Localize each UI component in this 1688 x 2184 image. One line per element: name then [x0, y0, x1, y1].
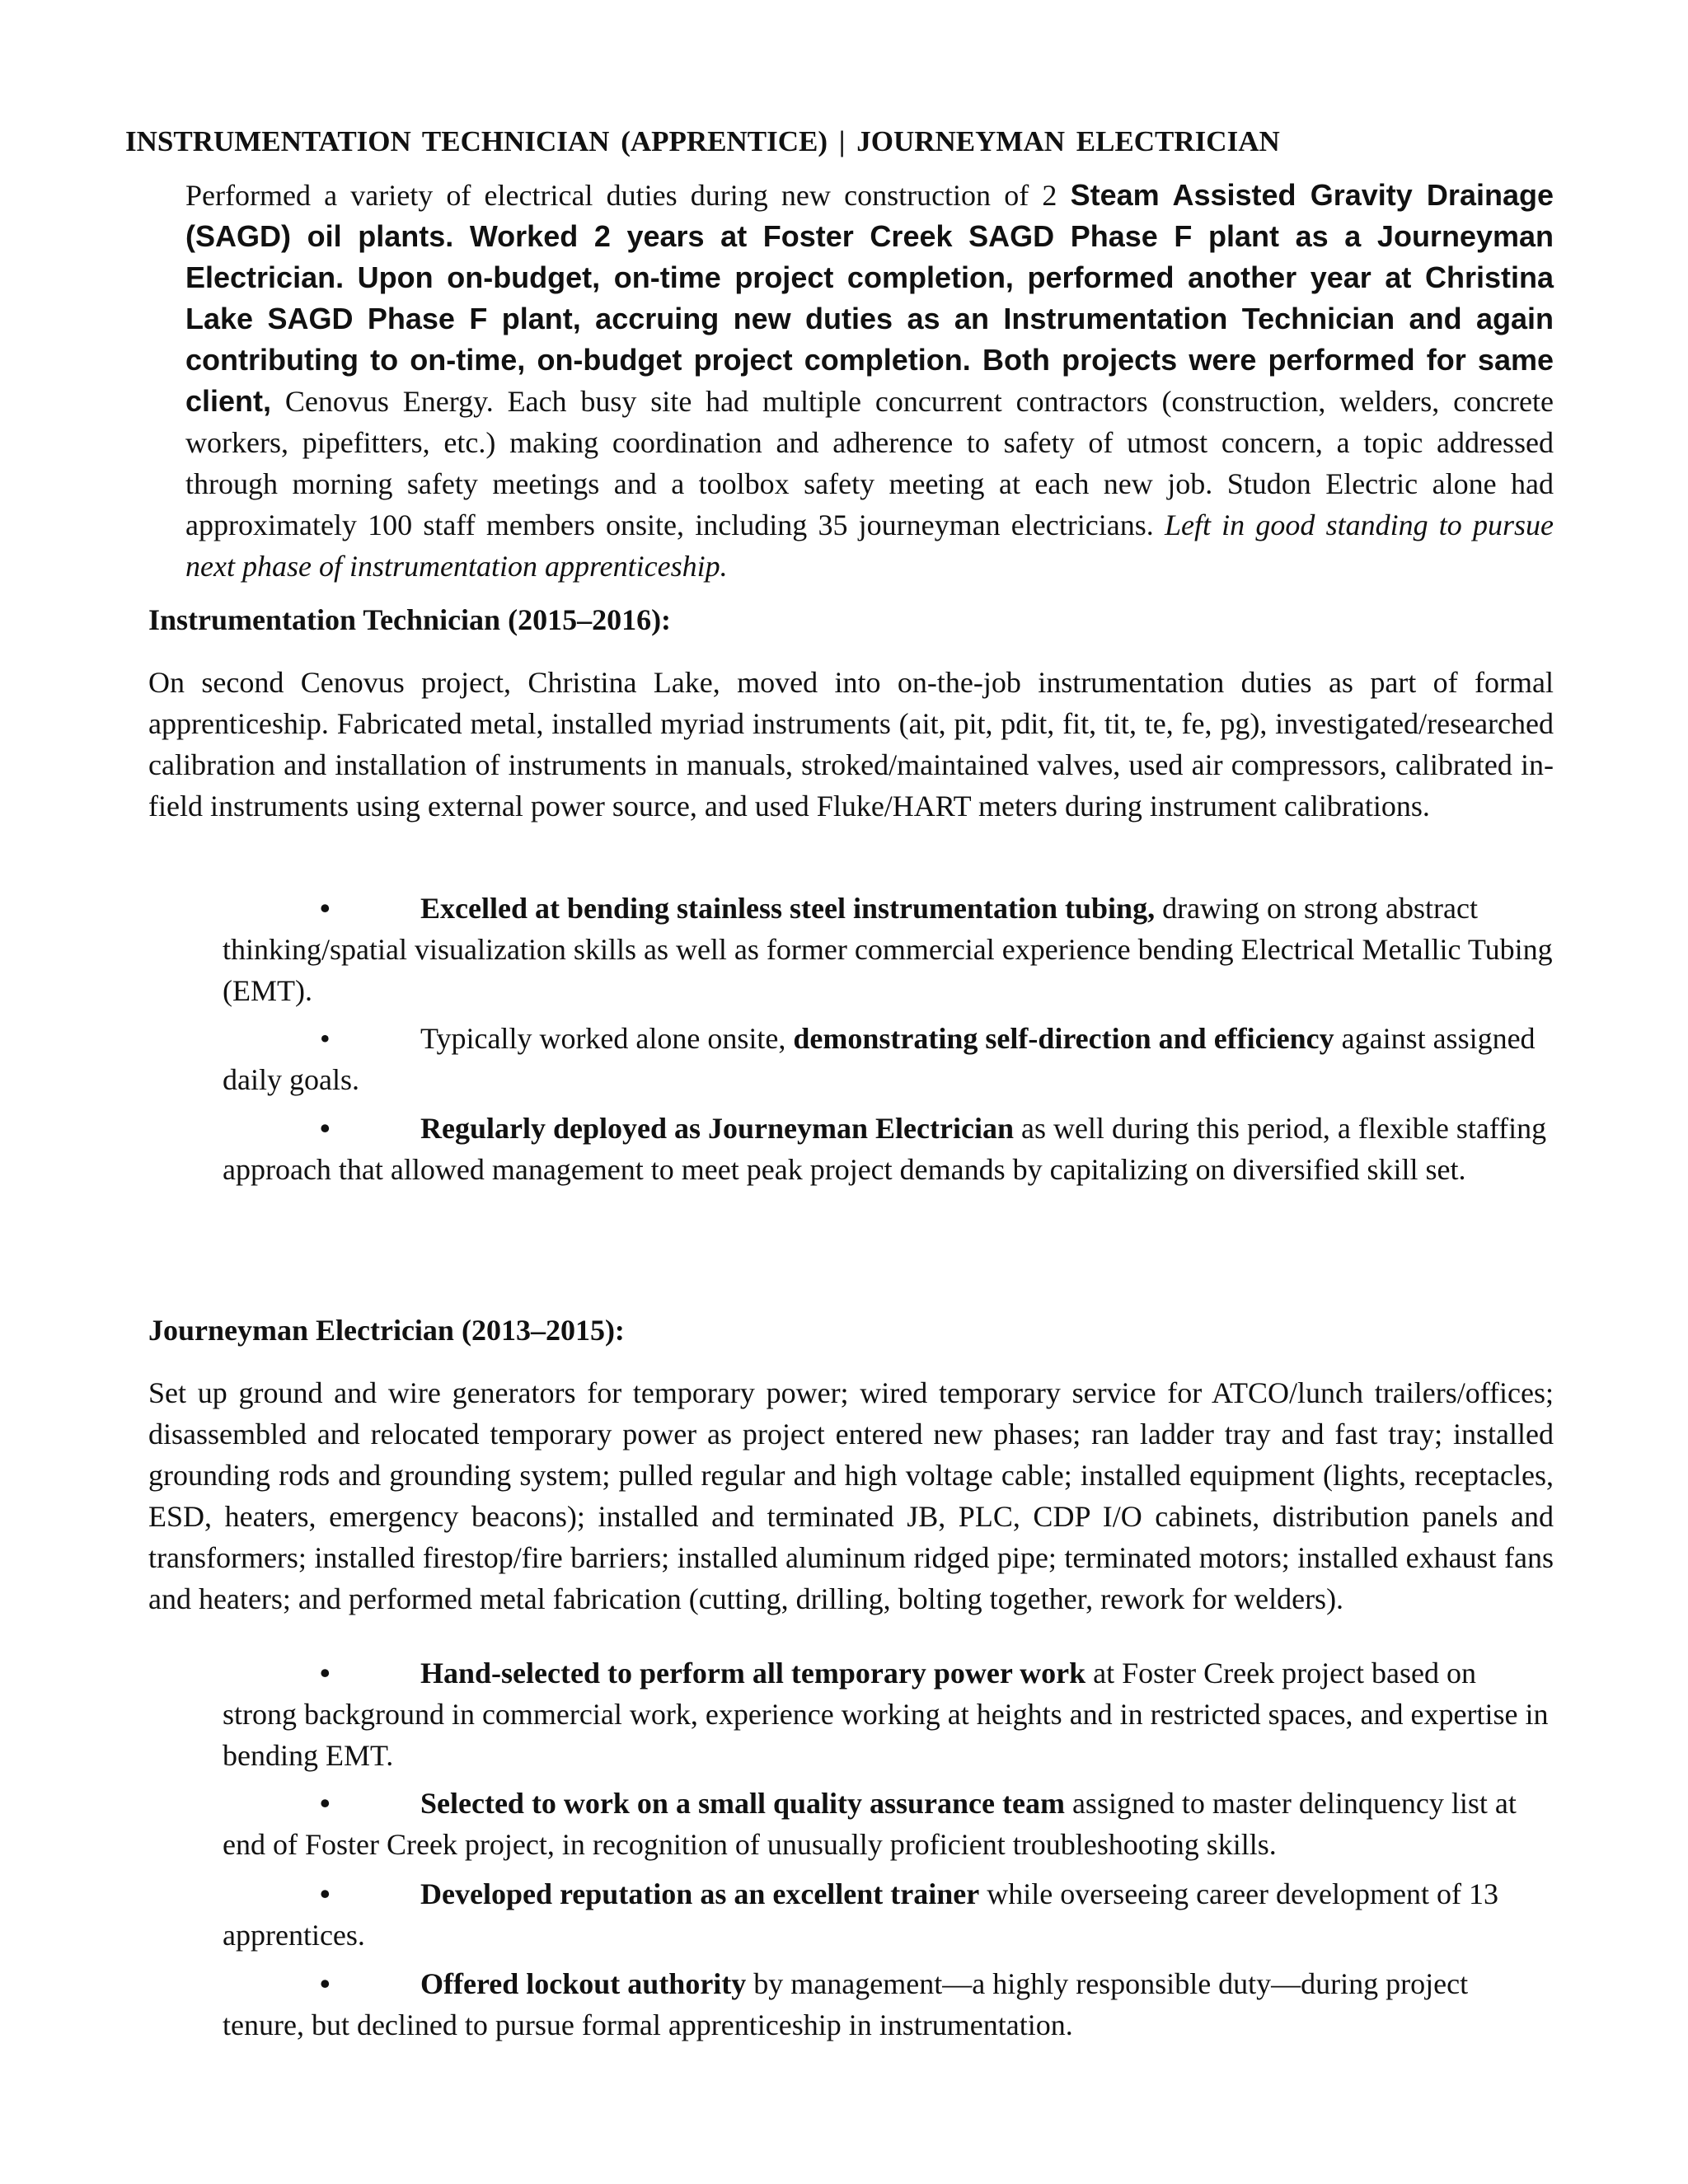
bullet-text: at Foster Creek project based on strong background in commercial work, experience working at heights and in restricted spaces, and expertise in bending EMT. [223, 1657, 1549, 1772]
instrumentation-bullet-3 [223, 1108, 1554, 1190]
summary-intro: Performed a variety of electrical duties during new construction of 2 [185, 179, 1071, 212]
bullet-marker: • [320, 1657, 331, 1690]
bullet-pre: Typically worked alone onsite, [420, 1022, 794, 1055]
bullet-marker: • [320, 892, 331, 925]
instrumentation-body: On second Cenovus project, Christina Lake, moved into on-the-job instrumentation duties as part of formal apprenticeship. Fabricated metal, installed myriad instruments (ait, pit, pdit, fit, tit, te, fe, pg), investigated/researched calibration and installation of instruments in manuals, stroked/maintained valves, used air compressors, calibrated in-field instruments using external power source, and used Fluke/HART meters during instrument calibrations. [148, 666, 1554, 823]
bullet-marker: • [320, 1787, 331, 1820]
bullet-marker: • [320, 1877, 331, 1910]
bullet-bold: Developed reputation as an excellent trainer [420, 1877, 980, 1910]
bullet-marker: • [320, 1967, 331, 2000]
bullet-marker: • [320, 1022, 331, 1055]
bullet-bold: Excelled at bending stainless steel instrumentation tubing, [420, 892, 1156, 925]
journeyman-body: Set up ground and wire generators for temporary power; wired temporary service for ATCO/lunch trailers/offices; disassembled and relocated temporary power as project entered new phases; ran ladder tray and fast tray; installed grounding rods and grounding system; pulled regular and high voltage cable; installed equipment (lights, receptacles, ESD, heaters, emergency beacons); installed and terminated JB, PLC, CDP I/O cabinets, distribution panels and transformers; installed firestop/fire barriers; installed aluminum ridged pipe; terminated motors; installed exhaust fans and heaters; and performed metal fabrication (cutting, drilling, bolting together, rework for welders). [148, 1376, 1554, 1615]
bullet-text: as well during this period, a flexible staffing approach that allowed management to meet peak project demands by capitalizing on diversified skill set. [223, 1112, 1547, 1186]
summary-rest: Cenovus Energy. Each busy site had multiple concurrent contractors (construction, welders, concrete workers, pipefitters, etc.) making coordination and adherence to safety of utmost concern, a topic addressed through morning safety meetings and a toolbox safety meeting at each new job. Studon Electric alone had approximately 100 staff members onsite, including 35 journeyman electricians. [185, 385, 1554, 541]
bullet-text: against assigned daily goals. [223, 1022, 1536, 1096]
summary-bold: Steam Assisted Gravity Drainage (SAGD) oil plants. Worked 2 years at Foster Creek SAGD Phase F plant as a Journeyman Electrician. Upon on-budget, on-time project completion, performed another year at Christina Lake SAGD Phase F plant, accruing new duties as an Instrumentation Technician and again contributing to on-time, on-budget project completion. Both projects were performed for same client, [185, 178, 1554, 418]
instrumentation-bullet-2 [223, 1018, 1554, 1100]
section-title: INSTRUMENTATION TECHNICIAN (APPRENTICE) | JOURNEYMAN ELECTRICIAN [125, 125, 1280, 157]
bullet-bold: Selected to work on a small quality assurance team [420, 1787, 1065, 1820]
bullet-text: drawing on strong abstract thinking/spatial visualization skills as well as former commercial experience bending Electrical Metallic Tubing (EMT). [223, 892, 1553, 1007]
bullet-bold: Offered lockout authority [420, 1967, 747, 2000]
bullet-bold: Hand-selected to perform all temporary power work [420, 1657, 1086, 1690]
instrumentation-bullet-1 [223, 888, 1554, 1011]
journeyman-bullet-2 [223, 1783, 1554, 1865]
bullet-text: while overseeing career development of 13 apprentices. [223, 1877, 1498, 1952]
bullet-text: by management—a highly responsible duty—during project tenure, but declined to pursue formal apprenticeship in instrumentation. [223, 1967, 1469, 2041]
journeyman-bullet-1 [223, 1652, 1554, 1776]
bullet-marker: • [320, 1112, 331, 1145]
bullet-bold: demonstrating self-direction and efficiency [793, 1022, 1334, 1055]
summary-paragraph [185, 175, 1554, 587]
bullet-text: assigned to master delinquency list at end of Foster Creek project, in recognition of unusually proficient troubleshooting skills. [223, 1787, 1517, 1861]
journeyman-heading: Journeyman Electrician (2013–2015): [148, 1314, 625, 1347]
bullet-bold: Regularly deployed as Journeyman Electrician [420, 1112, 1014, 1145]
journeyman-bullet-3 [223, 1873, 1554, 1956]
journeyman-bullet-4 [223, 1963, 1554, 2046]
summary-italic: Left in good standing to pursue next phase of instrumentation apprenticeship. [185, 509, 1554, 583]
instrumentation-heading: Instrumentation Technician (2015–2016): [148, 603, 672, 636]
